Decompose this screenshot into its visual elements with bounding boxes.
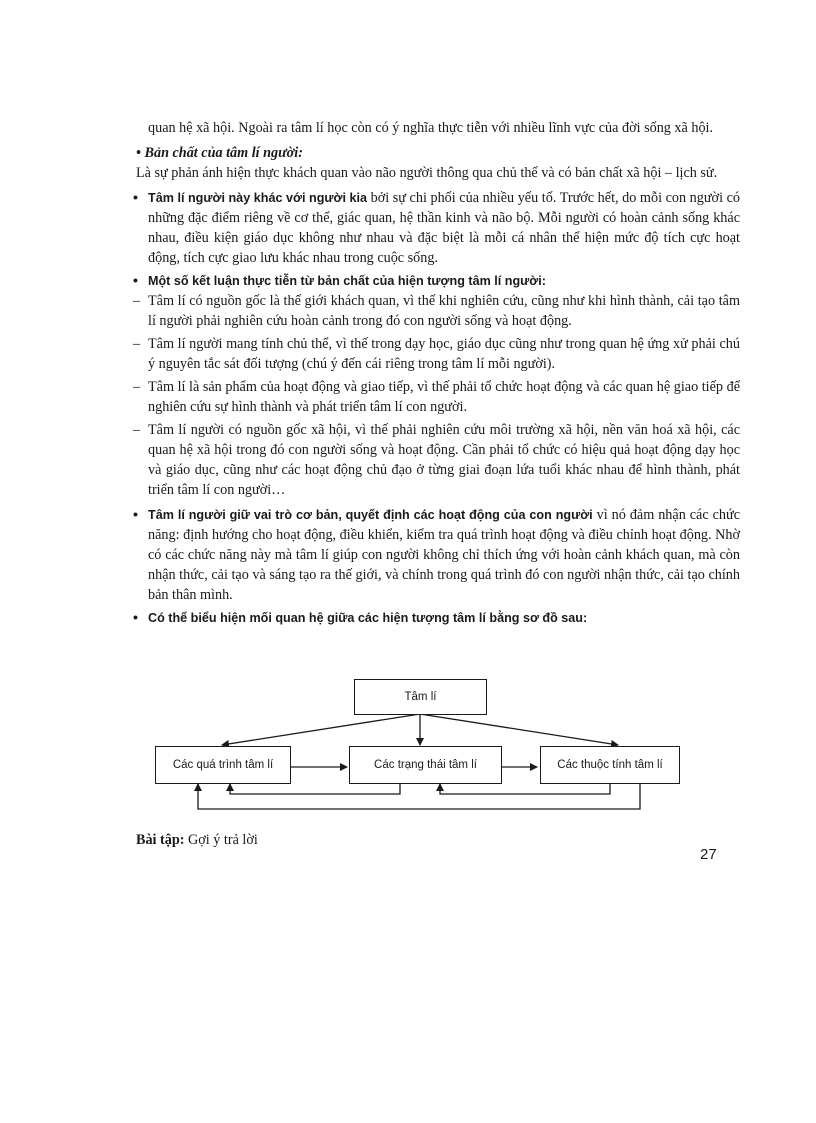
box-tam-li: Tâm lí	[354, 679, 487, 715]
section-heading: • Bản chất của tâm lí người:	[136, 145, 303, 161]
body-text	[136, 118, 740, 628]
bullet-paragraph-1	[136, 188, 740, 268]
bullet-3-text: vì nó đảm nhận các chức năng: định hướng cho hoạt động, điều khiển, kiểm tra quá trình hoạt động và điều chỉnh hoạt động. Nhờ có các chức năng này mà tâm lí giúp con người không chỉ thích ứng với hoàn cảnh khách quan, mà còn nhận thức, cải tạo và sáng tạo ra thế giới, và chính trong quá trình đó con người nhận thức, cải tạo chính bản thân mình.	[148, 507, 740, 603]
exercise-label: Bài tập:	[136, 832, 185, 848]
exercise-text: Gợi ý trả lời	[184, 832, 258, 848]
dash-item-4: – Tâm lí người có nguồn gốc xã hội, vì thế phải nghiên cứu môi trường xã hội, nền văn hoá xã hội, các quan hệ xã hội trong đó con người sống và hoạt động. Cần phải tổ chức có hiệu quả hoạt động dạy học và giáo dục, cũng như các hoạt động chủ đạo ở từng giai đoạn lứa tuổi khác nhau để hình thành, phát triển tâm lí con người…	[136, 420, 740, 500]
box-thuoc-tinh: Các thuộc tính tâm lí	[540, 746, 680, 784]
arrow-top-to-right	[420, 714, 618, 745]
dash-item-1: – Tâm lí có nguồn gốc là thế giới khách quan, vì thế khi nghiên cứu, cũng như khi hình thành, cải tạo tâm lí người phải nghiên cứu hoàn cảnh trong đó con người sống và hoạt động.	[136, 291, 740, 331]
dash-item-3: – Tâm lí là sản phẩm của hoạt động và giao tiếp, vì thế phải tổ chức hoạt động và các quan hệ giao tiếp để nghiên cứu sự hình thành và phát triển tâm lí con người.	[136, 377, 740, 417]
bullet-4-bold: Có thể biểu hiện mối quan hệ giữa các hiện tượng tâm lí bằng sơ đồ sau:	[148, 611, 588, 625]
bullet-paragraph-4	[136, 608, 740, 628]
exercise-line	[136, 832, 258, 849]
relationship-diagram	[150, 676, 690, 824]
feedback-right-to-middle	[440, 783, 610, 794]
bullet-1-text: bởi sự chi phối của nhiều yếu tố. Trước hết, do mỗi con người có những đặc điểm riêng về cơ thể, giác quan, hệ thần kinh và não bộ. Mỗi người có hoàn cảnh sống khác nhau, điều kiện giáo dục không như nhau và đặc biệt là mỗi cá nhân thể hiện mức độ tích cực hoạt động, tích cực giao lưu khác nhau trong cuộc sống.	[148, 190, 740, 266]
section-body: Là sự phản ánh hiện thực khách quan vào não người thông qua chủ thể và có bản chất xã hội – lịch sử.	[136, 165, 718, 181]
dash-item-2: – Tâm lí người mang tính chủ thể, vì thế trong dạy học, giáo dục cũng như trong quan hệ ứng xử phải chú ý nguyên tắc sát đối tượng (chú ý đến cái riêng trong tâm lí mỗi người).	[136, 334, 740, 374]
intro-paragraph: quan hệ xã hội. Ngoài ra tâm lí học còn có ý nghĩa thực tiễn với nhiều lĩnh vực của đời sống xã hội.	[148, 120, 714, 136]
feedback-right-to-left	[198, 783, 640, 809]
bullet-3-bold: Tâm lí người giữ vai trò cơ bản, quyết định các hoạt động của con người	[148, 508, 593, 522]
arrow-top-to-left	[222, 714, 420, 745]
bullet-paragraph-2	[136, 271, 740, 291]
page-number: 27	[700, 846, 717, 863]
feedback-middle-to-left	[230, 783, 400, 794]
bullet-2-bold: Một số kết luận thực tiễn từ bản chất của hiện tượng tâm lí người:	[148, 274, 546, 288]
bullet-1-bold: Tâm lí người này khác với người kia	[148, 191, 368, 205]
box-trang-thai: Các trạng thái tâm lí	[349, 746, 502, 784]
box-qua-trinh: Các quá trình tâm lí	[155, 746, 291, 784]
bullet-paragraph-3	[136, 505, 740, 605]
